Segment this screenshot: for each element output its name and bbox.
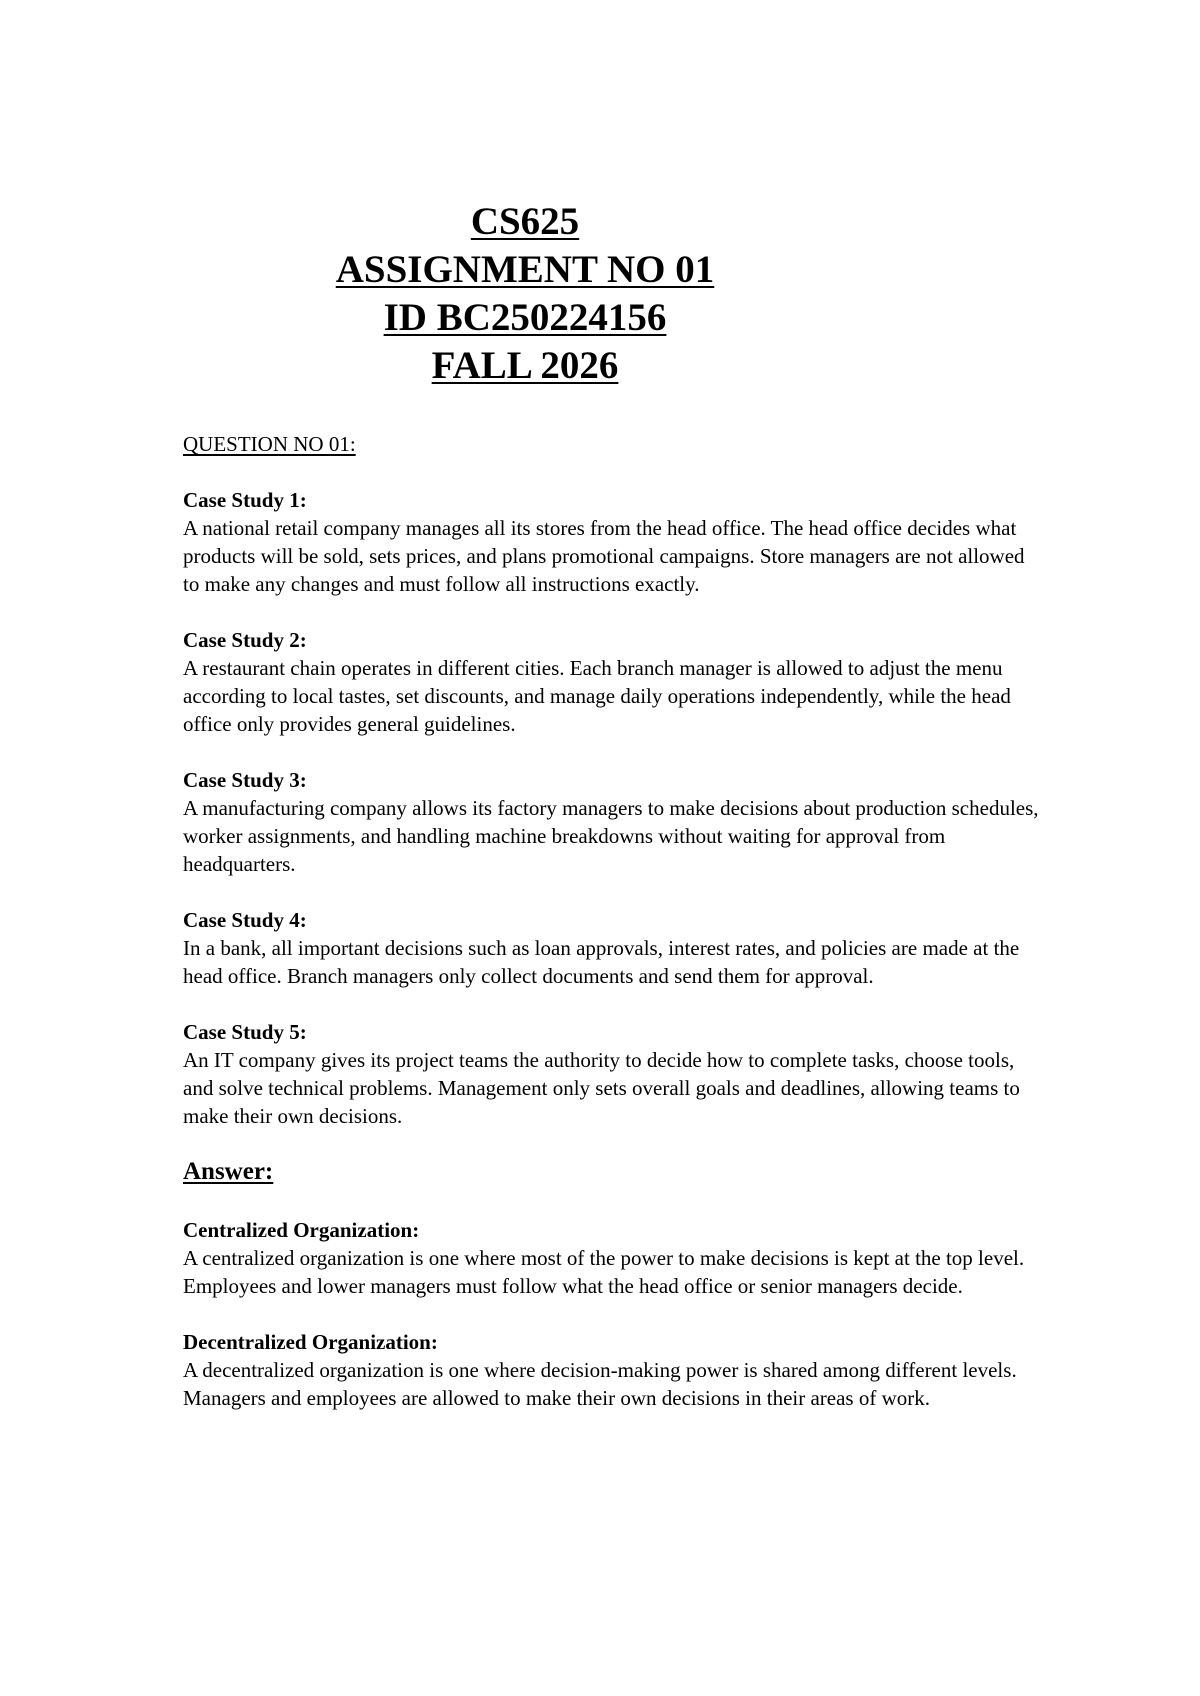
- student-id: ID BC250224156: [383, 296, 667, 339]
- definition-decentralized: [183, 1328, 1043, 1412]
- case-study-2: [183, 626, 1043, 738]
- definition-text: A decentralized organization is one where decision-making power is shared among different levels. Managers and employees are allowed to make their own decisions in their areas of work.: [183, 1358, 1017, 1410]
- question-label: QUESTION NO 01:: [183, 432, 356, 456]
- answer-heading: Answer:: [183, 1158, 274, 1185]
- case-study-1: [183, 486, 1043, 598]
- title-block: [290, 198, 760, 390]
- case-study-text: An IT company gives its project teams the authority to decide how to complete tasks, choose tools, and solve technical problems. Management only sets overall goals and deadlines, allowing teams to make their own decisions.: [183, 1048, 1020, 1128]
- case-study-3: [183, 766, 1043, 878]
- case-study-text: A manufacturing company allows its factory managers to make decisions about production schedules, worker assignments, and handling machine breakdowns without waiting for approval from headquarters.: [183, 796, 1039, 876]
- case-study-heading: Case Study 1:: [183, 488, 307, 512]
- case-study-heading: Case Study 3:: [183, 768, 307, 792]
- course-code: CS625: [470, 200, 580, 243]
- definition-heading: Centralized Organization:: [183, 1218, 420, 1242]
- term: FALL 2026: [431, 344, 619, 387]
- document-body: [183, 430, 1043, 1440]
- case-study-text: A national retail company manages all its stores from the head office. The head office decides what products will be sold, sets prices, and plans promotional campaigns. Store managers are not allowed to make any changes and must follow all instructions exactly.: [183, 516, 1025, 596]
- definition-text: A centralized organization is one where most of the power to make decisions is kept at the top level. Employees and lower managers must follow what the head office or senior managers decide.: [183, 1246, 1025, 1298]
- definition-centralized: [183, 1216, 1043, 1300]
- case-study-5: [183, 1018, 1043, 1130]
- assignment-number: ASSIGNMENT NO 01: [335, 248, 715, 291]
- case-study-heading: Case Study 4:: [183, 908, 307, 932]
- definition-heading: Decentralized Organization:: [183, 1330, 438, 1354]
- case-study-heading: Case Study 5:: [183, 1020, 307, 1044]
- case-study-text: A restaurant chain operates in different cities. Each branch manager is allowed to adjust the menu according to local tastes, set discounts, and manage daily operations independently, while the head office only provides general guidelines.: [183, 656, 1011, 736]
- case-study-4: [183, 906, 1043, 990]
- case-study-text: In a bank, all important decisions such as loan approvals, interest rates, and policies are made at the head office. Branch managers only collect documents and send them for approval.: [183, 936, 1020, 988]
- case-study-heading: Case Study 2:: [183, 628, 307, 652]
